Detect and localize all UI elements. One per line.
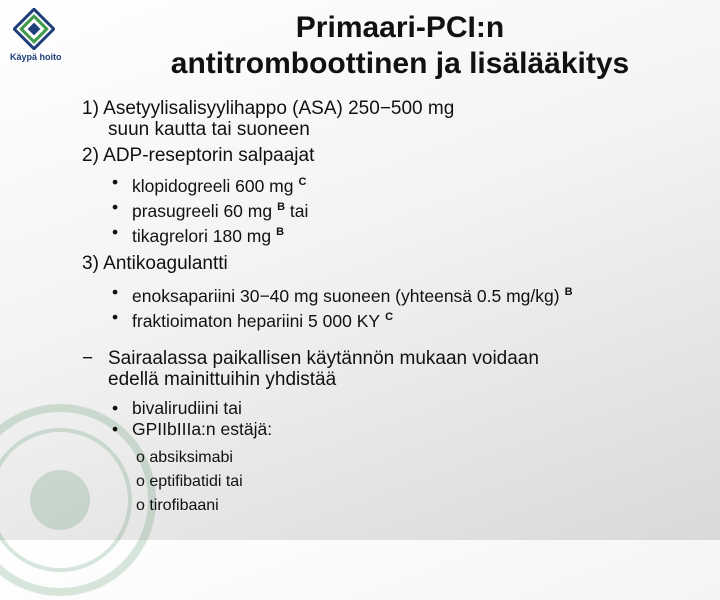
bullet-icon: •: [112, 419, 119, 439]
diamond-logo-icon: [13, 8, 55, 50]
item-asa-line1: [82, 98, 712, 119]
list-item: • fraktioimaton hepariini 5 000 KY $^C$: [112, 307, 394, 331]
list-item: o eptifibatidi tai: [136, 473, 243, 490]
bullet-icon: •: [112, 282, 119, 302]
dash-marker: −: [82, 348, 94, 369]
local-practice-line2: edellä mainittuihin yhdistää: [108, 369, 337, 390]
item-anticoagulant: [82, 253, 712, 332]
slide-body: [82, 98, 712, 518]
anticoagulant-list: [82, 282, 712, 332]
gp-inhibitor-list: [82, 446, 712, 518]
list-item: o absiksimabi: [136, 449, 233, 466]
item-anticoagulant-heading: [82, 253, 712, 274]
bullet-icon: •: [112, 172, 119, 192]
list-item: • enoksapariini 30−40 mg suoneen (yhteensä 0.5 mg/kg) $^B$: [112, 282, 573, 306]
item-anticoagulant-text: Antikoagulantti: [103, 253, 228, 274]
slide-title: [90, 10, 710, 82]
list-item: o tirofibaani: [136, 497, 219, 514]
list-item: • prasugreeli 60 mg $^B$ tai: [112, 197, 309, 221]
list-item: • GPIIbIIIa:n estäjä:: [112, 419, 273, 439]
local-practice-line1: Sairaalassa paikallisen käytännön mukaan voidaan: [108, 348, 539, 369]
kaypa-hoito-logo: [10, 8, 62, 62]
evidence-grade-badge: C: [385, 311, 394, 323]
evidence-grade-badge: C: [298, 176, 307, 188]
title-line-2: antitromboottinen ja lisälääkitys: [170, 47, 630, 80]
item-adp-text: ADP-reseptorin salpaajat: [103, 145, 315, 166]
bullet-icon: •: [112, 398, 119, 418]
item-marker: 1): [82, 98, 99, 119]
evidence-grade-badge: B: [277, 201, 286, 213]
list-item: • klopidogreeli 600 mg $^C$: [112, 172, 307, 196]
item-marker: 3): [82, 253, 99, 274]
title-line-1: Primaari-PCI:n: [295, 11, 505, 44]
evidence-grade-badge: B: [564, 286, 573, 298]
list-item: • tikagrelori 180 mg $^B$: [112, 222, 285, 246]
item-asa: [82, 98, 712, 140]
adp-list: [82, 172, 712, 247]
item-asa-line2: suun kautta tai suoneen: [108, 119, 310, 140]
item-adp-heading: [82, 145, 712, 166]
bullet-icon: •: [112, 197, 119, 217]
logo-label: Käypä hoito: [10, 52, 62, 62]
bullet-icon: •: [112, 222, 119, 242]
bullet-icon: •: [112, 307, 119, 327]
list-item: • bivalirudiini tai: [112, 398, 242, 418]
evidence-grade-badge: B: [276, 226, 285, 238]
item-adp: [82, 145, 712, 247]
item-marker: 2): [82, 145, 99, 166]
item-asa-text: Asetyylisalisyylihappo (ASA) 250−500 mg: [103, 98, 455, 119]
local-practice-list: [82, 398, 712, 440]
item-local-practice: [82, 348, 712, 390]
